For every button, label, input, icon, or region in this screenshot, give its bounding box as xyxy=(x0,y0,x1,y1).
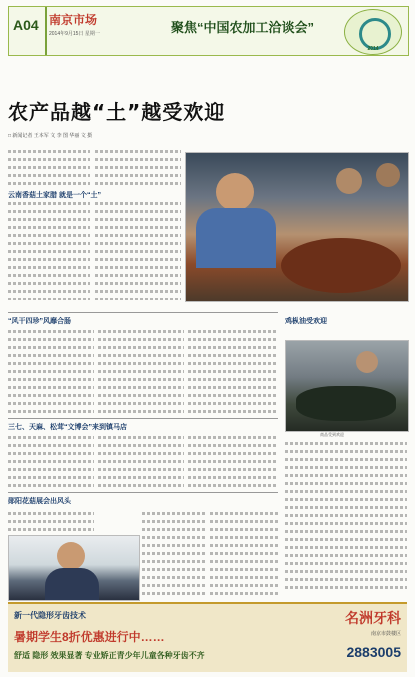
ad-tagline: 新一代隐形牙齿技术 xyxy=(14,611,86,620)
badge-year: 2014 xyxy=(367,46,379,52)
product-display xyxy=(296,386,396,421)
market-photo xyxy=(185,152,409,302)
subhead-3: 三七、天麻、松茸“文博会”来到镇马店 xyxy=(8,424,127,431)
body-text xyxy=(95,148,181,188)
page-header xyxy=(8,6,409,56)
divider xyxy=(8,492,278,493)
subhead-5: 郧阳花菇展会出风头 xyxy=(8,498,71,505)
ad-features: 舒适 隐形 效果显著 专业矫正青少年儿童各种牙齿不齐 xyxy=(14,651,205,660)
divider xyxy=(8,312,278,313)
body-text xyxy=(98,328,184,414)
subhead-2: “风干四珍”风靡合肠 xyxy=(8,318,71,325)
body-text xyxy=(95,200,181,300)
section-title: 聚焦“中国农加工洽谈会” xyxy=(171,20,315,35)
headline: 农产品越“土”越受欢迎 xyxy=(8,100,226,124)
body-text xyxy=(188,328,278,414)
product-photo xyxy=(285,340,409,432)
ad-brand: 名洲牙科 xyxy=(345,610,401,626)
page-number: A04 xyxy=(13,17,39,33)
body-text xyxy=(8,510,94,532)
body-text xyxy=(8,328,94,414)
masthead-logo: 南京市场 xyxy=(49,13,98,27)
farmer-figure xyxy=(57,542,85,570)
shopper-figure xyxy=(336,168,362,194)
farmer-jacket xyxy=(45,568,99,601)
body-text xyxy=(188,434,278,488)
body-text xyxy=(142,510,206,598)
ad-phone: 2883005 xyxy=(346,644,401,660)
farmer-photo xyxy=(8,535,140,601)
body-text xyxy=(98,434,184,488)
body-text xyxy=(285,440,407,590)
photo-caption: 商品受到欢迎 xyxy=(320,432,344,437)
dental-advertisement[interactable] xyxy=(8,602,407,672)
vendor-shirt xyxy=(196,208,276,268)
ad-address: 南京市鼓楼区 xyxy=(370,631,401,637)
body-text xyxy=(210,510,278,598)
body-text xyxy=(8,434,94,488)
subhead-4: 鸡枞油受欢迎 xyxy=(285,318,327,325)
vendor-figure xyxy=(216,173,254,211)
masthead xyxy=(49,11,169,37)
body-text xyxy=(8,200,90,300)
person-figure xyxy=(356,351,378,373)
byline: □ 新闻记者 王本军 文 李 图 华丽 文 摄 xyxy=(8,133,93,139)
event-logo-icon xyxy=(344,9,402,55)
body-text xyxy=(8,148,90,188)
divider xyxy=(8,418,278,419)
masthead-meta: 2014年9月15日 星期一 xyxy=(49,31,100,37)
shopper-figure xyxy=(376,163,400,187)
subhead-1: 云南香菇土家腊 就是一个“土” xyxy=(8,192,101,199)
ad-promo: 暑期学生8折优惠进行中…… xyxy=(14,630,165,644)
produce-basket xyxy=(281,238,401,293)
